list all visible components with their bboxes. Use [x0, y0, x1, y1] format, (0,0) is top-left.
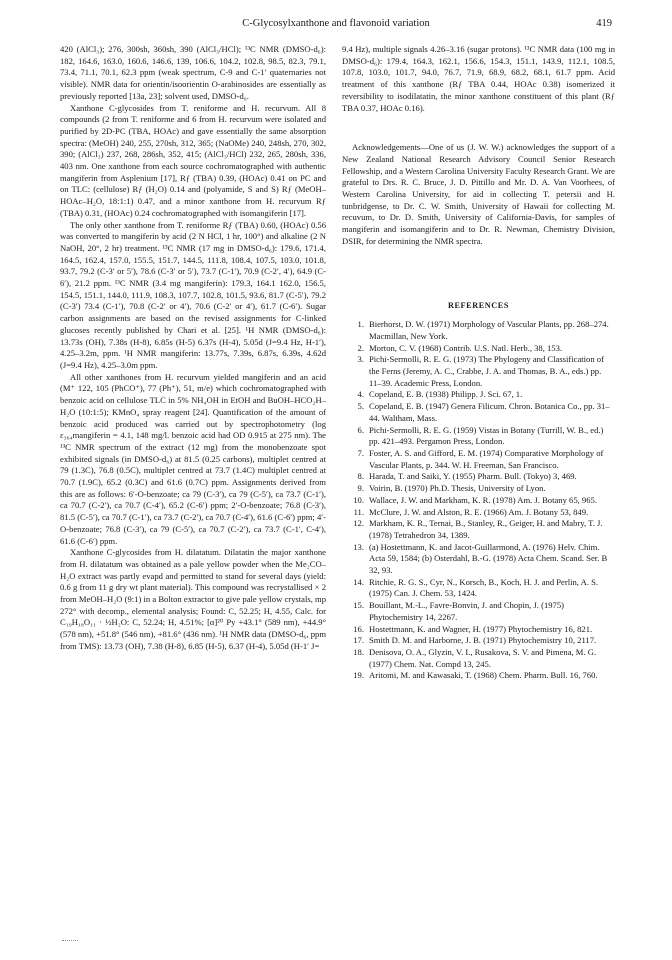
reference-item: [342, 425, 615, 448]
reference-text: Copeland, E. B. (1947) Genera Filicum. Chron. Botanica Co., pp. 31–44. Waltham, Mass.: [369, 401, 610, 423]
reference-number: 11.: [353, 506, 364, 517]
reference-item: [342, 647, 615, 670]
reference-text: Voirin, B. (1970) Ph.D. Thesis, University of Lyon.: [369, 483, 546, 494]
reference-item: [342, 635, 615, 647]
reference-item: [342, 495, 615, 507]
reference-item: [342, 624, 615, 636]
reference-number: 15.: [353, 600, 364, 611]
reference-text: Smith D. M. and Harborne, J. B. (1971) Phytochemistry 10, 2117.: [369, 635, 597, 646]
reference-text: Harada, T. and Saiki, Y. (1955) Pharm. Bull. (Tokyo) 3, 469.: [369, 471, 577, 482]
reference-item: [342, 577, 615, 600]
scan-smudge: [62, 940, 78, 944]
reference-number: 7.: [357, 447, 364, 458]
page-number: 419: [596, 18, 612, 29]
body-paragraph: 420 (AlCl₃); 276, 300sh, 360sh, 390 (AlCl₃/HCl); ¹³C NMR (DMSO-d₆): 182, 164.6, 163.0, 160.6, 146.6, 139, 106.6, 104.2, 102.8, 98.5, 82.3, 79.1, 73.4, 71.1, 70.1, 62.3 ppm (weak spectrum, C-9 and C-1′ quaternaries not visible). NMR data for orientin/isoorientin O-arabinosides are essentially as previously reported [13a, 23]; solvent used, DMSO-d₆.: [60, 44, 326, 101]
reference-text: Denisova, O. A., Glyzin, V. I., Rusakova, S. V. and Pimena, M. G. (1977) Chem. Nat. Compd 13, 245.: [369, 646, 597, 669]
body-paragraph: Xanthone C-glycosides from T. reniforme and H. recurvum. All 8 compounds (2 from T. reniforme and 6 from H. recurvum were isolated and purified by 2D-PC (TBA, HOAc) and gave essentially the same absorption spectra: (MeOH) 240, 255, 270sh, 312, 365; (NaOMe) 240, 248sh, 270, 302, 390; (AlCl₃) 237, 268, 286sh, 352, 415; (AlCl₃/HCl) 232, 265, 280sh, 336, 403 nm. One xanthone from each source cochromatographed with authentic mangiferin from Asplenium [17], Rƒ (TBA) 0.39, (HOAc) 0.41 on PC and on TLC: (cellulose) Rƒ (H₂O) 0.14 and (polyamide, S and S) Rƒ (MeOH–HOAc–H₂O, 18:1:1) 0.47, and a minor xanthone from H. recurvum Rƒ (TBA) 0.31, (HOAc) 0.24 cochromatographed with isomangiferin [17].: [60, 102, 326, 218]
reference-text: Pichi-Sermolli, R. E. G. (1959) Vistas in Botany (Turrill, W. B., ed.) pp. 421–493. Pergamon Press, London.: [369, 424, 604, 447]
reference-item: [342, 542, 615, 577]
right-column: [342, 44, 615, 682]
body-paragraph: All other xanthones from H. recurvum yielded mangiferin and an acid (M⁺ 122, 105 (PhCO⁺), 77 (Ph⁺), 51, m/e) which cochromatographed with benzoic acid on cellulose TLC in 5% NH₄OH in EtOH and BuOH–HCO₂H–H₂O (10:1:5); KMnO₄ spray reagent [24]. Quantification of the amount of benzoic acid produced was carried out by spectrophotometry (log ε₃₆₄mangiferin = 4.1, 148 mg/l. benzoic acid had OD 0.915 at 275 nm). The ¹³C NMR spectrum of the extract (12 mg) from the monobenzoate spot exhibited signals (in DMSO-d₆) at 81.5 (0.25 carbons), multiplet centred at 79 (1.3C), 76.8 (0.5C), multiplet centred at 73.7 (1.4C) multiplet centred at 70.7 (1.9C), 65.2 (0.3C) and 61.6 (0.7C) ppm. Assignments derived from this are as follows: 6′-O-benzoate; ca 79 (C-3′), ca 79 (C-5′), ca 73.7 (C-1′), ca 70.7 (C-2′), ca 70.7 (C-4′), 65.2 (C-6′) ppm; 2′-O-benzoate; 76.8 (C-3′), 81.5 (C-5′), ca 70.7 (C-1′), ca 73.7 (C-2′), ca 70.7 (C-4′), 61.6 (C-6′) ppm; 4′-O-benzoate; 76.8 (C-3′), ca 79 (C-5′), ca 70.7 (C-2′), ca 73.7 (C-1′, C-4′), 61.6 (C-6′) ppm.: [60, 371, 326, 546]
reference-number: 18.: [353, 646, 364, 657]
reference-number: 10.: [353, 494, 364, 505]
left-column: [60, 44, 326, 653]
reference-item: [342, 354, 615, 389]
reference-text: Hostettmann, K. and Wagner, H. (1977) Phytochemistry 16, 821.: [369, 623, 593, 634]
reference-text: Copeland, E. B. (1938) Philipp. J. Sci. 67, 1.: [369, 389, 523, 400]
reference-number: 13.: [353, 541, 364, 552]
reference-item: [342, 507, 615, 519]
reference-text: Foster, A. S. and Gifford, E. M. (1974) Comparative Morphology of Vascular Plants, p. 344. W. H. Freeman, San Francisco.: [369, 447, 604, 470]
reference-text: McClure, J. W. and Alston, R. E. (1966) Am. J. Botany 53, 849.: [369, 506, 589, 517]
reference-item: [342, 600, 615, 623]
reference-number: 6.: [357, 424, 364, 435]
reference-number: 1.: [357, 319, 364, 330]
running-title: C-Glycosylxanthone and flavonoid variation: [242, 18, 430, 29]
references-heading: REFERENCES: [447, 300, 510, 310]
body-paragraph: Xanthone C-glycosides from H. dilatatum. Dilatatin the major xanthone from H. dilatatum was obtained as a pale yellow powder when the Me₂CO–H₂O extract was partly evapd and permitted to stand for several days (yield: 0.6 g from 11 g dry wt plant material). This compound was recrystallised × 2 from MeOH–H₂O (9:1) in a Bolton extractor to give pale yellow crystals, mp 272° with decomp., elemental analysis; Found: C, 52.25; H, 4.55, Calc. for C₁₉H₁₈O₁₁ · ½H₂O: C, 52.24; H, 4.51%; [α]²⁰ Py +43.1° (589 nm), +44.9° (578 nm), +51.8° (546 nm), +81.6° (436 nm). ¹H NMR data (DMSO-d₆, ppm from TMS): 13.73 (OH), 7.38 (H-8), 6.85 (H-5), 6.37 (H-4), 5.05d (H-1′ J=: [60, 547, 326, 651]
reference-number: 8.: [357, 471, 364, 482]
body-paragraph: The only other xanthone from T. reniforme Rƒ (TBA) 0.60, (HOAc) 0.56 was converted to mangiferin by acid (2 N HCl, 1 hr, 100°) and alkaline (2 N NaOH, 20°, 2 hr) treatment. ¹³C NMR (17 mg in DMSO-d₆): 179.6, 171.4, 164.5, 162.4, 157.0, 155.5, 151.7, 144.5, 111.8, 108.4, 107.5, 103.0, 101.8, 93.7, 79.2 (C-3′ or 5′), 78.6 (C-3′ or 5′), 73.7 (C-1′), 70.9 (C-2′, 4′), 64.9 (C-6′), 21.2 ppm. ¹³C NMR (3.4 mg mangiferin): 179.3, 164.1 162.0, 156.5, 154.5, 151.1, 144.0, 111.9, 108.3, 107.7, 102.8, 101.5, 93.6, 81.7 (C-5′), 79.2 (C-3′) 73.4 (C-1′), 70.8 (C-2′ or 4′), 70.6 (C-2′ or 4′), 61.7 (C-6′). Sugar carbon assignments are based on the revised assignments for C-linked glucoses recently published by Chari et al. [25]. ¹H NMR (DMSO-d₆): 13.73s (OH), 7.38s (H-8), 6.85s (H-5) 6.37s (H-4), 5.05d (J=9.4 Hz, H-1′), 4.25–3.2m, ppm. ¹H NMR mangiferin: 13.77s, 7.39s, 6.87s, 6.39s, 4.62d (J=9.4 Hz), 4.25–3.0m ppm.: [60, 219, 326, 370]
reference-item: [342, 343, 615, 355]
reference-text: Ritchie, R. G. S., Cyr, N., Korsch, B., Koch, H. J. and Perlin, A. S. (1975) Can. J. Chem. 53, 1424.: [369, 576, 599, 599]
reference-text: Bierhorst, D. W. (1971) Morphology of Vascular Plants, pp. 268–274. Macmillan, New York.: [369, 319, 609, 341]
reference-list: [342, 319, 615, 682]
reference-item: [342, 518, 615, 541]
reference-number: 4.: [357, 389, 364, 400]
reference-item: [342, 670, 615, 682]
reference-item: [342, 471, 615, 483]
reference-number: 3.: [357, 354, 364, 365]
reference-item: [342, 401, 615, 424]
reference-text: (a) Hostettmann, K. and Jacot-Guillarmond, A. (1976) Helv. Chim. Acta 59, 1584; (b) Osterdahl, B.-G. (1978) Acta Chem. Scand. Ser. B 32, 93.: [369, 541, 608, 576]
reference-item: [342, 389, 615, 401]
reference-text: Aritomi, M. and Kawasaki, T. (1968) Chem. Pharm. Bull. 16, 760.: [369, 670, 598, 681]
acknowledgements: Acknowledgements—One of us (J. W. W.) acknowledges the support of a New Zealand National Research Advisory Council Senior Research Fellowship, and a Western Carolina University Faculty Research Grant. We are grateful to Drs. R. C. Bruce, J. D. Pittillo and Mr. D. A. Van Voorhees, of Western Carolina University, for aid in collecting T. petersii and H. tunbridgense, to Dr. C. W. Smith, University of Hawaii for collecting M. recuvum, to Dr. D. Smith, University of California-Davis, for samples of mangiferin and isomangiferin and to Dr. R. Newman, Chemistry Division, DSIR, for determining the NMR spectra.: [342, 142, 615, 246]
reference-number: 5.: [357, 401, 364, 412]
reference-number: 9.: [357, 483, 364, 494]
reference-text: Bouillant, M.-L., Favre-Bonvin, J. and Chopin, J. (1975) Phytochemistry 14, 2267.: [369, 600, 565, 622]
reference-number: 17.: [353, 635, 364, 646]
reference-number: 14.: [353, 576, 364, 587]
reference-text: Wallace, J. W. and Markham, K. R. (1978) Am. J. Botany 65, 965.: [369, 494, 597, 505]
reference-text: Markham, K. R., Ternai, B., Stanley, R., Geiger, H. and Mabry, T. J. (1978) Tetrahedron 34, 1389.: [369, 518, 603, 540]
reference-item: [342, 319, 615, 342]
spacer: [342, 114, 615, 142]
reference-number: 16.: [353, 623, 364, 634]
reference-number: 2.: [357, 342, 364, 353]
reference-text: Pichi-Sermolli, R. E. G. (1973) The Phylogeny and Classification of the Ferns (Jeremy, A. C., Crabbe, J. A. and Thomas, B. A., eds.) pp. 11–39. Academic Press, London.: [369, 354, 604, 388]
reference-item: [342, 483, 615, 495]
reference-number: 19.: [353, 670, 364, 681]
reference-item: [342, 448, 615, 471]
body-paragraph: 9.4 Hz), multiple signals 4.26–3.16 (sugar protons). ¹³C NMR data (100 mg in DMSO-d₆): 179.4, 164.3, 162.1, 156.6, 154.3, 151.1, 143.9, 112.1, 108.5, 107.8, 103.0, 101.7, 94.0, 76.7, 71.9, 68.9, 68.2, 68.1, 61.7 ppm. Acid treatment of this xanthone (Rƒ TBA 0.44, HOAc 0.38) isomerized it reversibility to isodilatatin, the minor xanthone constituent of this plant (Rƒ TBA 0.37, HOAc 0.16).: [342, 44, 615, 113]
reference-number: 12.: [353, 518, 364, 529]
reference-text: Morton, C. V. (1968) Contrib. U.S. Natl. Herb., 38, 153.: [369, 342, 563, 353]
